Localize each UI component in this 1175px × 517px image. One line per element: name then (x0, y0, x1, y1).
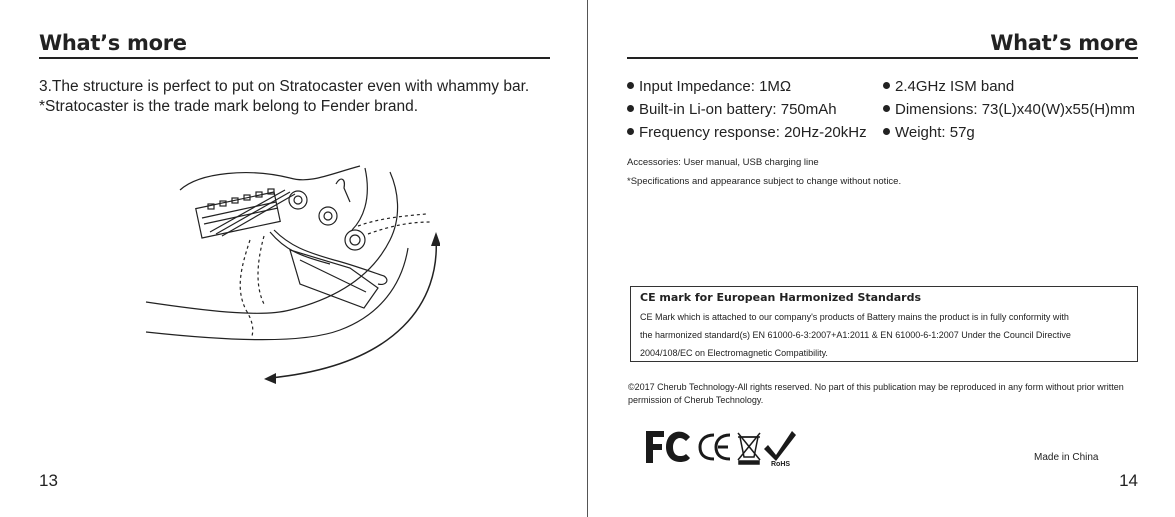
guitar-illustration (140, 160, 440, 390)
bullet-icon (883, 128, 890, 135)
ce-icon (700, 435, 730, 459)
rohs-icon (764, 431, 796, 467)
spec-item: Input Impedance: 1MΩ (627, 78, 791, 95)
right-page (588, 0, 1175, 517)
ce-box-line: CE Mark which is attached to our company's products of Battery mains the product is in fully conformity with (640, 312, 1069, 322)
fcc-icon (646, 431, 690, 463)
ce-mark-box (630, 286, 1138, 362)
certification-logos (644, 427, 814, 467)
bullet-icon (627, 105, 634, 112)
spec-item: Dimensions: 73(L)x40(W)x55(H)mm (883, 101, 1135, 118)
bullet-icon (883, 82, 890, 89)
spec-change-notice: *Specifications and appearance subject to change without notice. (627, 176, 902, 187)
page-number: 14 (1119, 471, 1138, 490)
page-number: 13 (39, 471, 58, 490)
spec-item: Frequency response: 20Hz-20kHz (627, 124, 867, 141)
weee-icon (738, 433, 760, 464)
bullet-icon (627, 128, 634, 135)
heading-rule (39, 57, 550, 59)
ce-box-title: CE mark for European Harmonized Standards (640, 291, 922, 304)
spec-item: Weight: 57g (883, 124, 975, 141)
ce-box-line: 2004/108/EC on Electromagnetic Compatibility. (640, 348, 828, 358)
trademark-note: *Stratocaster is the trade mark belong to Fender brand. (39, 98, 419, 115)
copyright-notice: ©2017 Cherub Technology-All rights reserved. No part of this publication may be reproduced in any form without prior written permission of Cherub Technology. (628, 382, 1124, 405)
heading-rule (627, 57, 1138, 59)
spec-item: 2.4GHz ISM band (883, 78, 1014, 95)
spec-item: Built-in Li-on battery: 750mAh (627, 101, 837, 118)
made-in-label: Made in China (1034, 452, 1099, 463)
page-heading: What’s more (990, 31, 1138, 55)
svg-text:RoHS: RoHS (771, 461, 791, 467)
accessories-note: Accessories: User manual, USB charging line (627, 157, 819, 168)
bullet-icon (883, 105, 890, 112)
ce-box-line: the harmonized standard(s) EN 61000-6-3:2007+A1:2011 & EN 61000-6-1:2007 Under the Council Directive (640, 330, 1071, 340)
bullet-icon (627, 82, 634, 89)
left-page (0, 0, 587, 517)
structure-description: 3.The structure is perfect to put on Stratocaster even with whammy bar. (39, 78, 530, 95)
page-heading: What’s more (39, 31, 187, 55)
